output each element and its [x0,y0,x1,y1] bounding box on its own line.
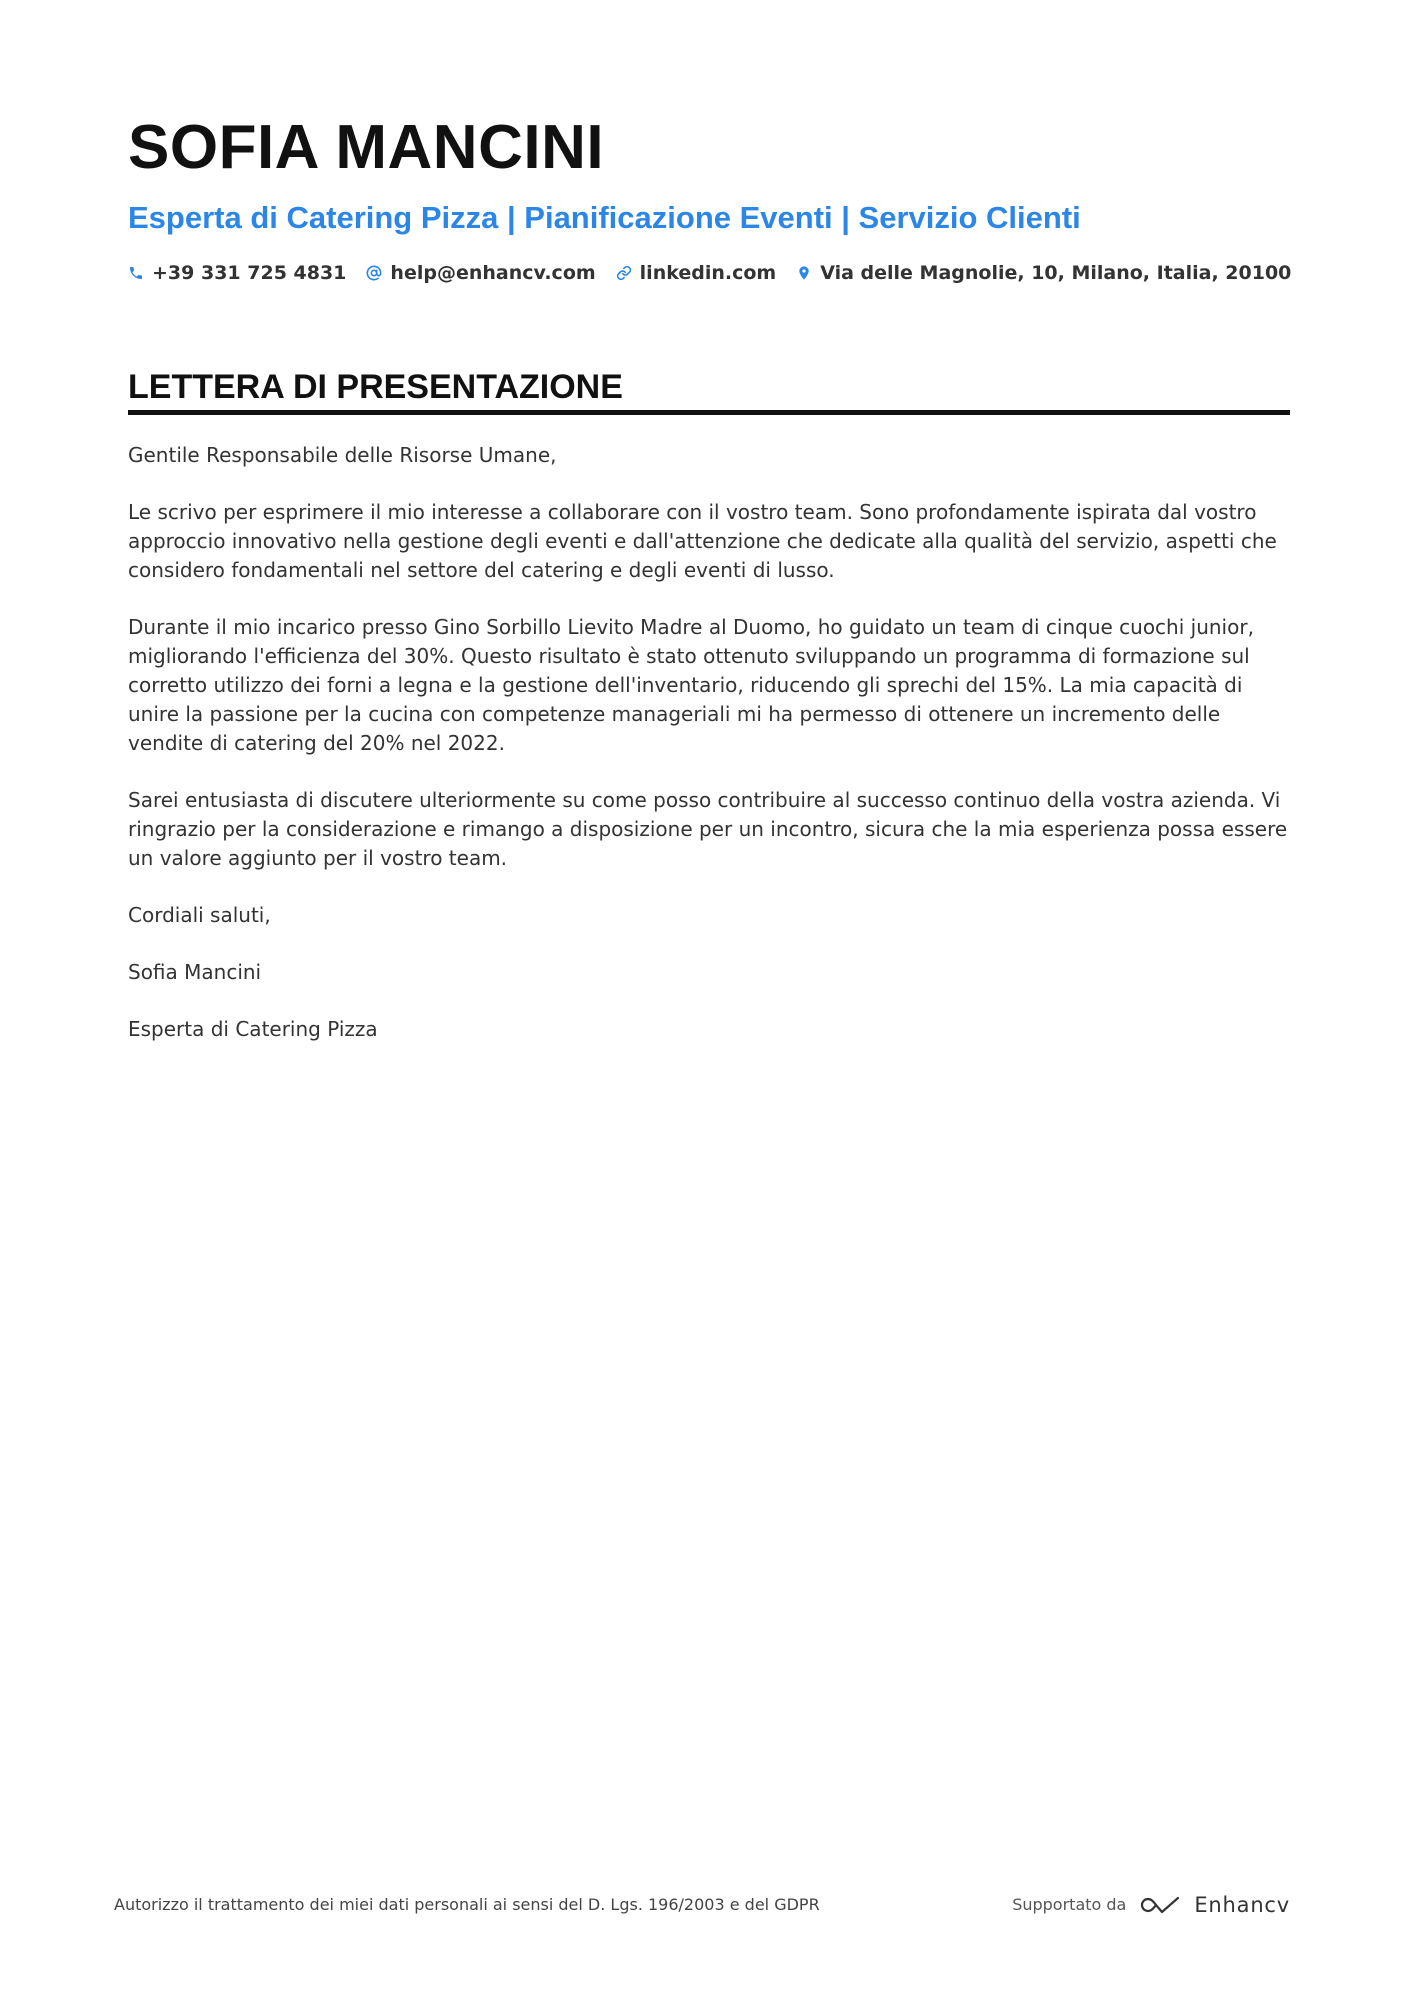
privacy-consent: Autorizzo il trattamento dei miei dati personali ai sensi del D. Lgs. 196/2003 e del GDPR [114,1895,820,1914]
linkedin-link[interactable]: linkedin.com [639,262,777,284]
section-title: LETTERA DI PRESENTAZIONE [128,366,1290,415]
candidate-headline: Esperta di Catering Pizza | Pianificazione Eventi | Servizio Clienti [128,200,1081,235]
at-icon [366,264,382,282]
enhancv-brand[interactable] [1138,1893,1290,1917]
resume-header [128,112,1292,286]
cover-letter-section [128,366,1290,1072]
signature-name: Sofia Mancini [128,960,262,984]
powered-by [1012,1893,1290,1917]
link-icon [616,264,632,282]
powered-by-label: Supportato da [1012,1895,1127,1914]
contact-linkedin [616,260,777,286]
letter-body [128,441,1290,1044]
address-text: Via delle Magnolie, 10, Milano, Italia, 20100 [820,262,1292,284]
letter-closing: Cordiali saluti, [128,903,271,927]
phone-number[interactable]: +39 331 725 4831 [152,262,347,284]
page-footer [114,1893,1290,1917]
contact-address [796,260,1291,286]
letter-paragraph-2: Durante il mio incarico presso Gino Sorbillo Lievito Madre al Duomo, ho guidato un team di cinque cuochi junior, migliorando l'efficienza del 30%. Questo risultato è stato ottenuto sviluppando un programma di formazione sul corretto utilizzo dei forni a legna e la gestione dell'inventario, riducendo gli sprechi del 15%. La mia capacità di unire la passione per la cucina con competenze manageriali mi ha permesso di ottenere un incremento delle vendite di catering del 20% nel 2022. [128,615,1254,755]
phone-icon [128,264,144,282]
signature-title: Esperta di Catering Pizza [128,1017,378,1041]
letter-greeting: Gentile Responsabile delle Risorse Umane, [128,443,557,467]
letter-paragraph-3: Sarei entusiasta di discutere ulteriormente su come posso contribuire al successo continuo della vostra azienda. Vi ringrazio per la considerazione e rimango a disposizione per un incontro, sicura che la mia esperienza possa essere un valore aggiunto per il vostro team. [128,788,1288,870]
contact-info [128,260,1292,286]
contact-phone [128,260,346,286]
location-pin-icon [796,264,812,282]
candidate-name: SOFIA MANCINI [128,113,605,182]
brand-name: Enhancv [1194,1893,1290,1917]
email-address[interactable]: help@enhancv.com [390,262,596,284]
contact-email [366,260,595,286]
enhancv-logo-icon [1138,1893,1184,1917]
letter-paragraph-1: Le scrivo per esprimere il mio interesse a collaborare con il vostro team. Sono profondamente ispirata dal vostro approccio innovativo nella gestione degli eventi e dall'attenzione che dedicate alla qualità del servizio, aspetti che considero fondamentali nel settore del catering e degli eventi di lusso. [128,500,1277,582]
